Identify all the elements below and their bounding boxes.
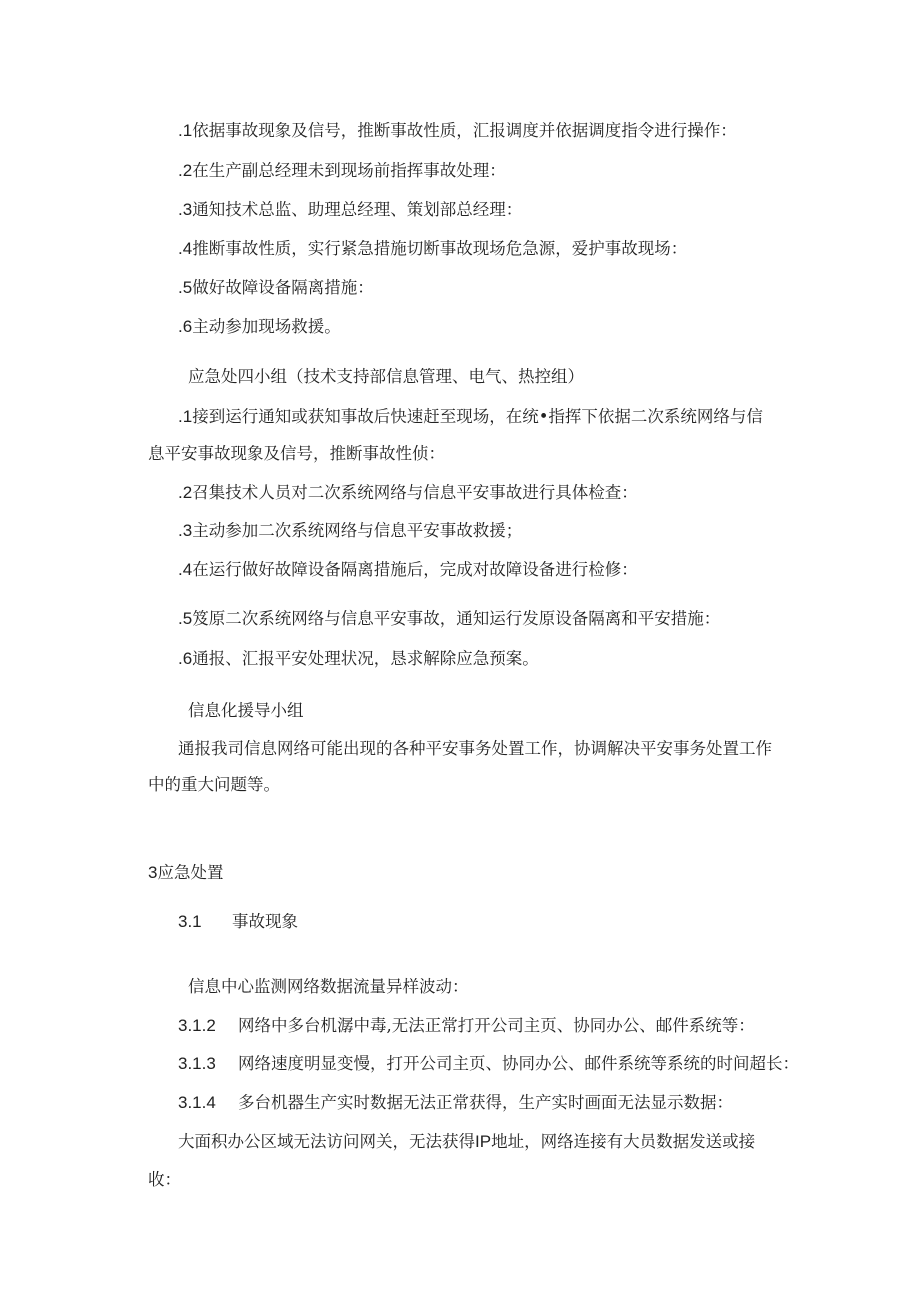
group4-item-4 [178,559,638,581]
item-number: .5 [178,609,193,628]
item-number: .2 [178,161,193,180]
item-number: 3.1.4 [178,1093,216,1112]
item-number: .5 [178,278,193,297]
item-number: 3.1.3 [178,1054,216,1073]
info-group-text-line2: 中的重大问题等。 [148,775,280,794]
item-number: 3.1.2 [178,1016,216,1035]
info-group-text-line1: 通报我司信息网络可能出现的各种平安事务处置工作，协调解决平安事务处置工作 [178,739,772,758]
item-number: .3 [178,200,193,219]
group4-item-1-continued: 息平安事故现象及信号，推断事故性侦： [148,444,445,463]
item-text: 主动参加二次系统网络与信息平安事故救援； [192,521,523,540]
item-number: .6 [178,649,193,668]
item-text: 在生产副总经理未到现场前指挥事故处理： [192,161,506,180]
group4-title: 应急处四小组（技术支持部信息管理、电气、热控组） [188,367,584,386]
section-3-item-313 [178,1053,799,1075]
text-segment: 地址，网络连接有大员数据发送或接 [491,1132,756,1151]
item-text: 依据事故现象及信号，推断事故性质，汇报调度并依据调度指令进行操作： [192,121,737,140]
section-3-intro: 信息中心监测网络数据流量异样波动： [188,977,469,996]
item-text: 召集技术人员对二次系统网络与信息平安事故进行具体检查： [192,483,638,502]
section-title: 事故现象 [232,912,298,931]
text-segment-ip: IP [475,1132,492,1151]
duty-item-4 [178,238,687,260]
item-number: .1 [178,407,193,426]
item-text: 推断事故性质，实行紧急措施切断事故现场危急源，爱护事故现场： [192,239,688,258]
info-group-title: 信息化援导小组 [188,701,304,720]
group4-item-5 [178,608,720,630]
duty-item-5 [178,277,374,299]
item-text: 多台机器生产实时数据无法正常获得，生产实时画面无法显示数据： [238,1093,733,1112]
group4-item-1 [178,406,763,428]
item-text: 网络速度明显变慢，打开公司主页、协同办公、邮件系统等系统的时间超长： [238,1054,799,1073]
duty-item-3 [178,199,522,221]
section-3-item-312 [178,1015,755,1037]
section-3-heading [148,862,223,884]
section-number: 3 [148,863,158,882]
text-segment: 大面积办公区域无法访问网关，无法获得 [178,1132,475,1151]
item-text: 接到运行通知或获知事故后快速赶至现场，在统•指挥下依据二次系统网络与信 [192,407,763,426]
duty-item-2 [178,160,506,182]
item-number: .4 [178,239,193,258]
group4-item-2 [178,482,638,504]
item-text: 在运行做好故障设备隔离措施后，完成对故障设备进行检修： [192,560,638,579]
section-3-last-paragraph [178,1131,755,1153]
item-text: 通知技术总监、助理总经理、策划部总经理： [192,200,523,219]
item-text: 做好故障设备隔离措施： [192,278,374,297]
item-text: 通报、汇报平安处理状况，恳求解除应急预案。 [192,649,539,668]
item-text: 网络中多台机潺中毒,无法正常打开公司主页、协同办公、邮件系统等： [238,1016,755,1035]
duty-item-1 [178,120,737,142]
item-number: .6 [178,317,193,336]
item-number: .3 [178,521,193,540]
section-number: 3.1 [178,912,202,931]
item-number: .2 [178,483,193,502]
section-3-last-paragraph-continued: 收： [148,1170,181,1189]
group4-item-3 [178,520,522,542]
item-text: 笈原二次系统网络与信息平安事故，通知运行发原设备隔离和平安措施： [192,609,721,628]
duty-item-6 [178,316,341,338]
group4-item-6 [178,648,539,670]
section-title: 应急处置 [157,863,224,882]
section-3-1-heading [178,911,298,933]
item-text: 主动参加现场救援。 [192,317,341,336]
item-number: .1 [178,121,193,140]
item-number: .4 [178,560,193,579]
section-3-item-314 [178,1092,733,1114]
